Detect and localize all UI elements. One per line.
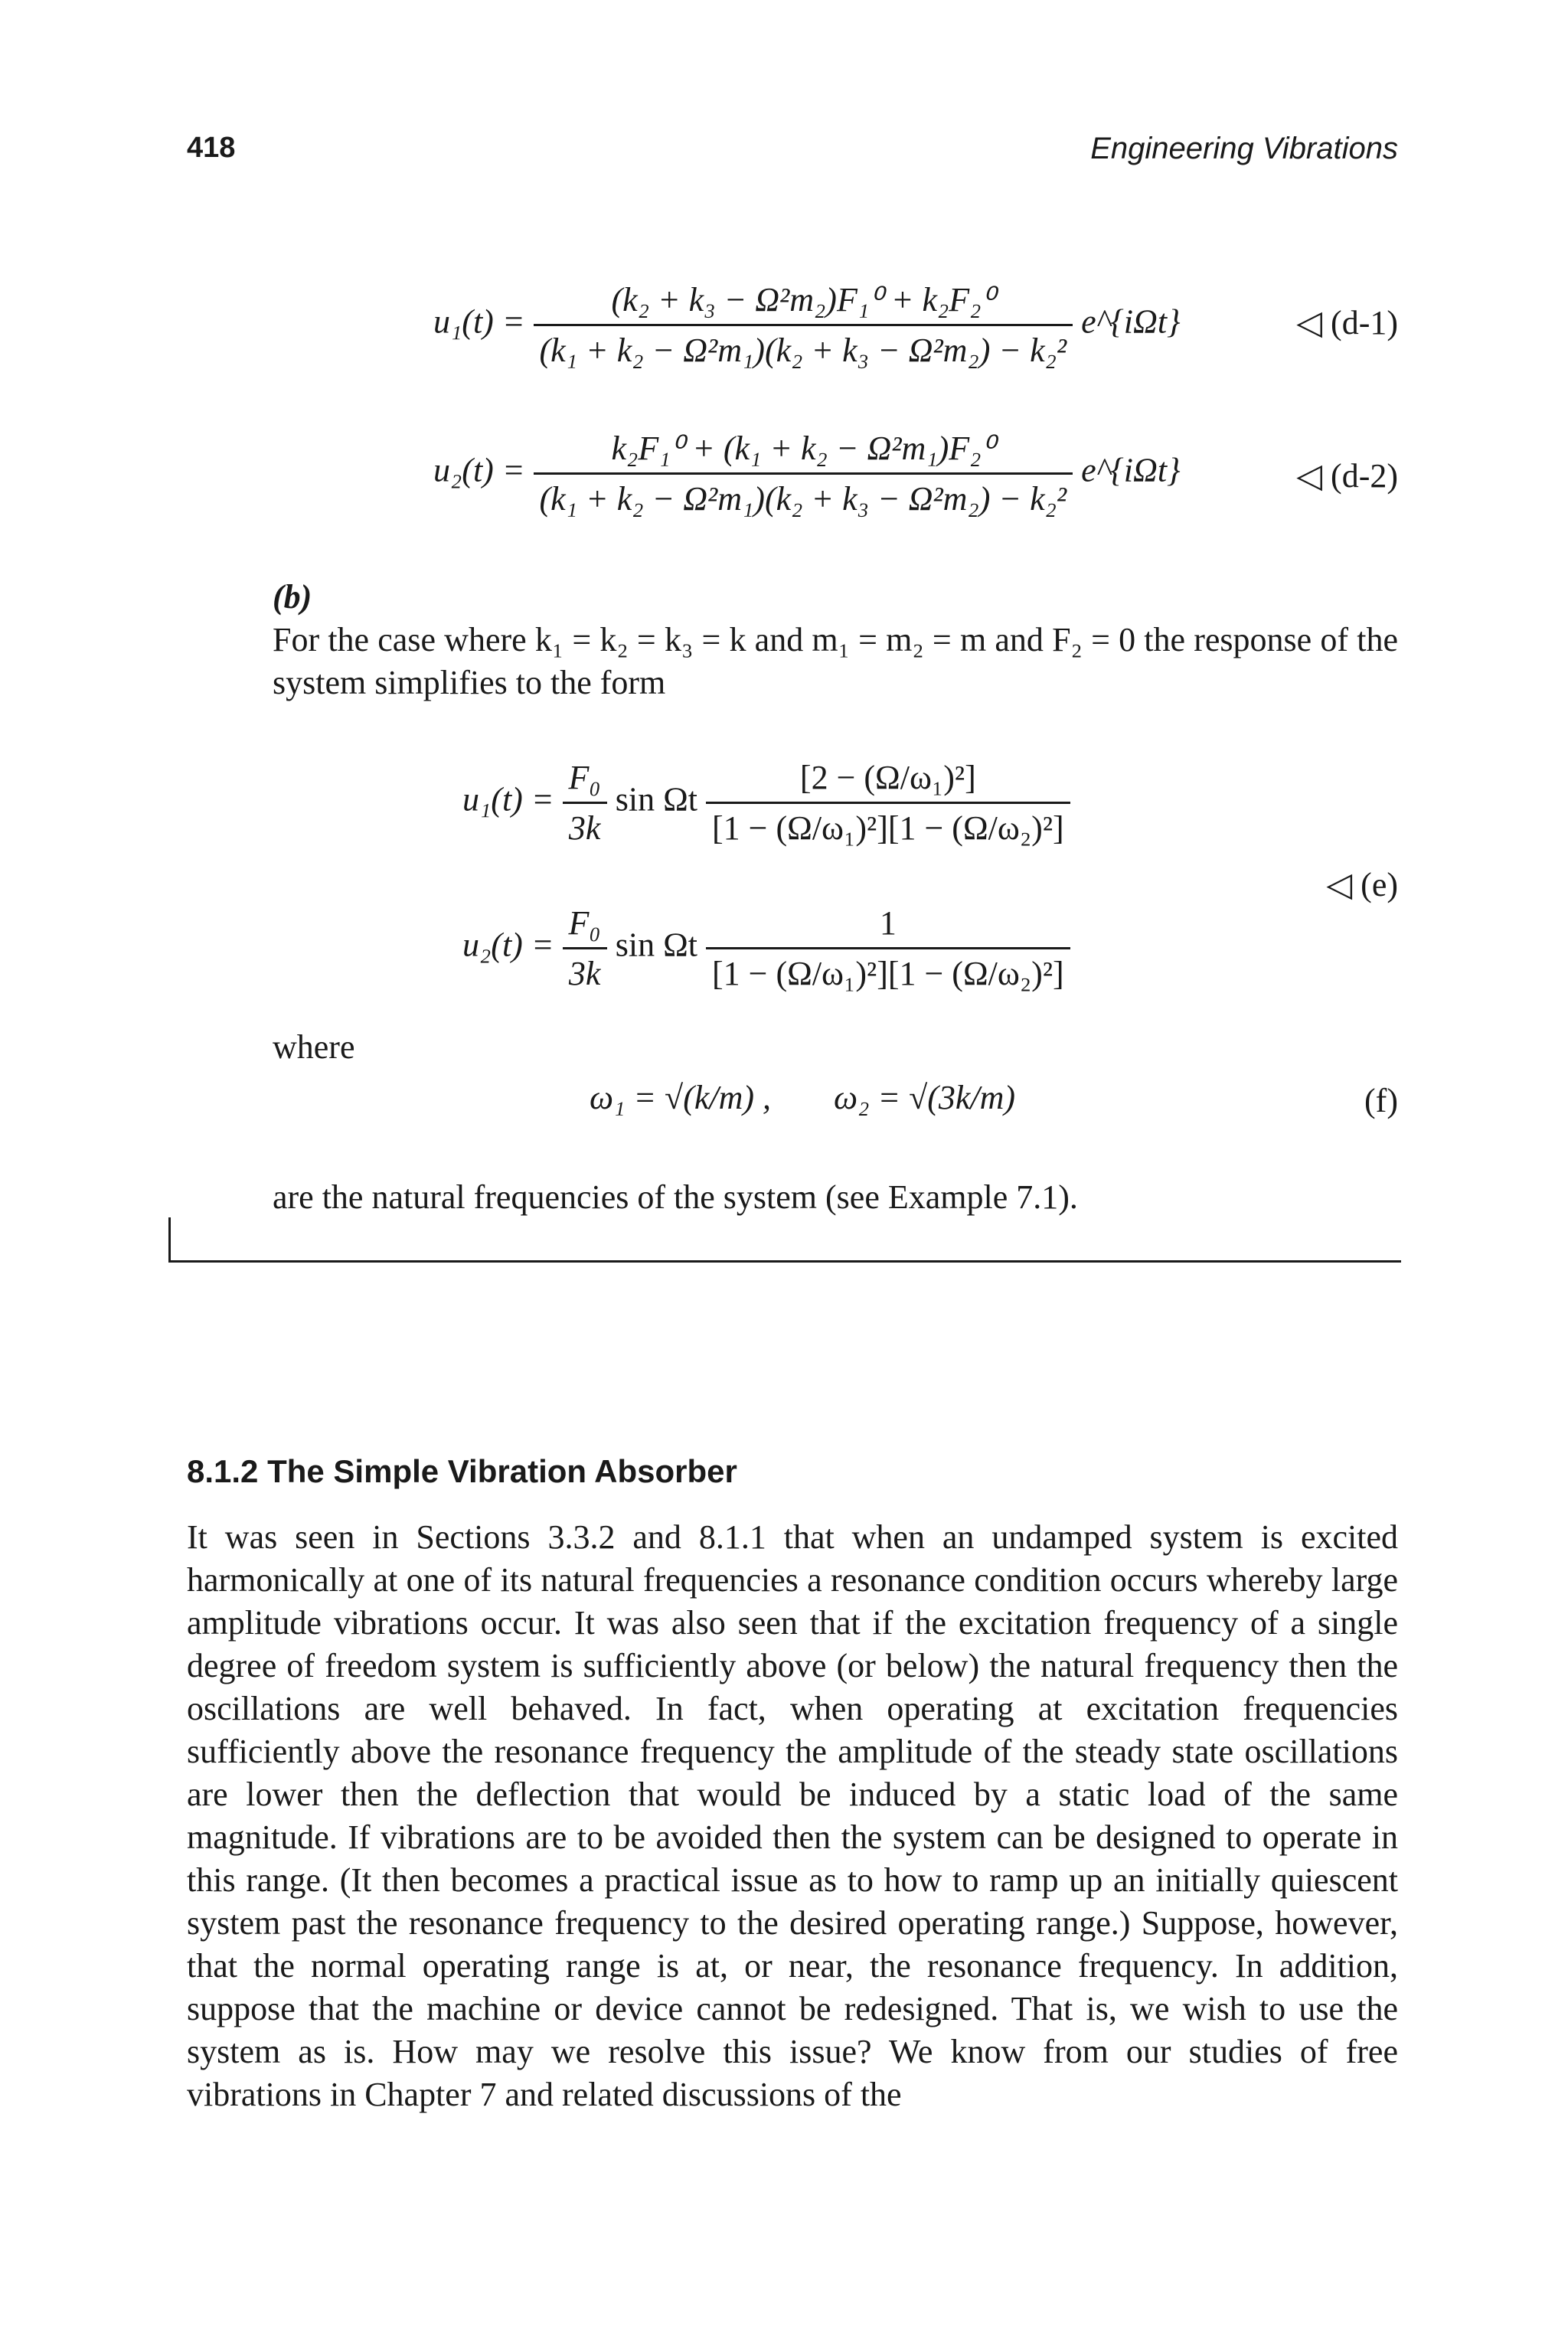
equation-e2-numerator: 1 — [879, 904, 897, 942]
running-title: Engineering Vibrations — [1090, 132, 1398, 165]
equation-f-tag: (f) — [1364, 1082, 1398, 1119]
equation-d2-numerator: k₂F₁⁰ + (k₁ + k₂ − Ω²m₁)F₂⁰ — [611, 430, 995, 467]
equation-e1-prefactor-den: 3k — [563, 802, 607, 848]
example-end-rule-vertical — [168, 1217, 171, 1262]
equation-d2-tag: ◁ (d-2) — [1296, 457, 1398, 495]
equation-f-omega2: ω₂ = √(3k/m) — [834, 1079, 1016, 1116]
equation-e2-sine: sin Ωt — [615, 926, 697, 964]
equation-e1-numerator: [2 − (Ω/ω₁)²] — [799, 759, 976, 796]
equation-e2-prefactor-den: 3k — [563, 947, 607, 993]
section-body: It was seen in Sections 3.3.2 and 8.1.1 that when an undamped system is excited harmonically at one of its natural frequencies a resonance condition occurs whereby large amplitude vibrations occur. It was also seen that if the excitation frequency of a single degree of freedom system is sufficiently above (or below) the natural frequency then the oscillations are well behaved. In fact, when operating at excitation frequencies sufficiently above the resonance frequency the amplitude of the steady state oscillations are lower then the deflection that would be induced by a static load of the same magnitude. If vibrations are to be avoided then the system can be designed to operate in this range. (It then becomes a practical issue as to how to ramp up an initially quiescent system past the resonance frequency to the desired operating range.) Suppose, however, that the normal operating range is at, or near, the resonance frequency. In addition, suppose that the machine or device cannot be redesigned. That is, we wish to use the system as is. How may we resolve this issue? We know from our studies of free vibrations in Chapter 7 and related discussions of the — [187, 1518, 1398, 2113]
equation-d2 — [433, 429, 1181, 518]
part-b-text: For the case where k₁ = k₂ = k₃ = k and m₁ = m₂ = m and F₂ = 0 the response of the system simplifies to the form — [273, 621, 1398, 701]
part-b-closing: are the natural frequencies of the system (see Example 7.1). — [273, 1178, 1078, 1216]
equation-e2-prefactor — [563, 903, 607, 993]
equation-e2-denominator: [1 − (Ω/ω₁)²][1 − (Ω/ω₂)²] — [706, 947, 1070, 993]
page-number: 418 — [187, 132, 236, 164]
equation-d1-fraction — [534, 280, 1073, 370]
equation-d2-denominator: (k₁ + k₂ − Ω²m₁)(k₂ + k₃ − Ω²m₂) − k₂² — [534, 472, 1073, 518]
equation-e2 — [462, 903, 1070, 993]
equation-e2-fraction — [706, 903, 1070, 993]
example-end-rule-horizontal — [168, 1260, 1401, 1263]
equation-e1-sine: sin Ωt — [615, 780, 697, 818]
equation-d1-tag: ◁ (d-1) — [1296, 304, 1398, 341]
equation-d1 — [433, 280, 1181, 370]
equation-e1-denominator: [1 − (Ω/ω₁)²][1 − (Ω/ω₂)²] — [706, 802, 1070, 848]
equation-d1-exponential: e^{iΩt} — [1081, 302, 1181, 341]
equation-e1-fraction — [706, 758, 1070, 848]
part-b-label: (b) — [273, 578, 312, 616]
equation-f — [590, 1078, 1015, 1117]
equation-d2-exponential: e^{iΩt} — [1081, 451, 1181, 489]
equation-f-omega1: ω₁ = √(k/m) , — [590, 1079, 772, 1116]
equation-d2-lhs: u₂(t) = — [433, 451, 525, 489]
equation-d1-lhs: u₁(t) = — [433, 302, 525, 341]
equation-e-tag: ◁ (e) — [1326, 866, 1398, 903]
equation-e1-prefactor-num: F₀ — [568, 759, 601, 796]
equation-e2-prefactor-num: F₀ — [568, 904, 601, 942]
where-label: where — [273, 1028, 355, 1066]
equation-e2-lhs: u₂(t) = — [462, 926, 554, 964]
equation-d2-fraction — [534, 429, 1073, 518]
equation-d1-numerator: (k₂ + k₃ − Ω²m₂)F₁⁰ + k₂F₂⁰ — [611, 281, 995, 319]
equation-e1 — [462, 758, 1070, 848]
equation-e1-lhs: u₁(t) = — [462, 780, 554, 818]
equation-e1-prefactor — [563, 758, 607, 848]
section-heading: 8.1.2 The Simple Vibration Absorber — [187, 1453, 737, 1489]
equation-d1-denominator: (k₁ + k₂ − Ω²m₁)(k₂ + k₃ − Ω²m₂) − k₂² — [534, 324, 1073, 370]
